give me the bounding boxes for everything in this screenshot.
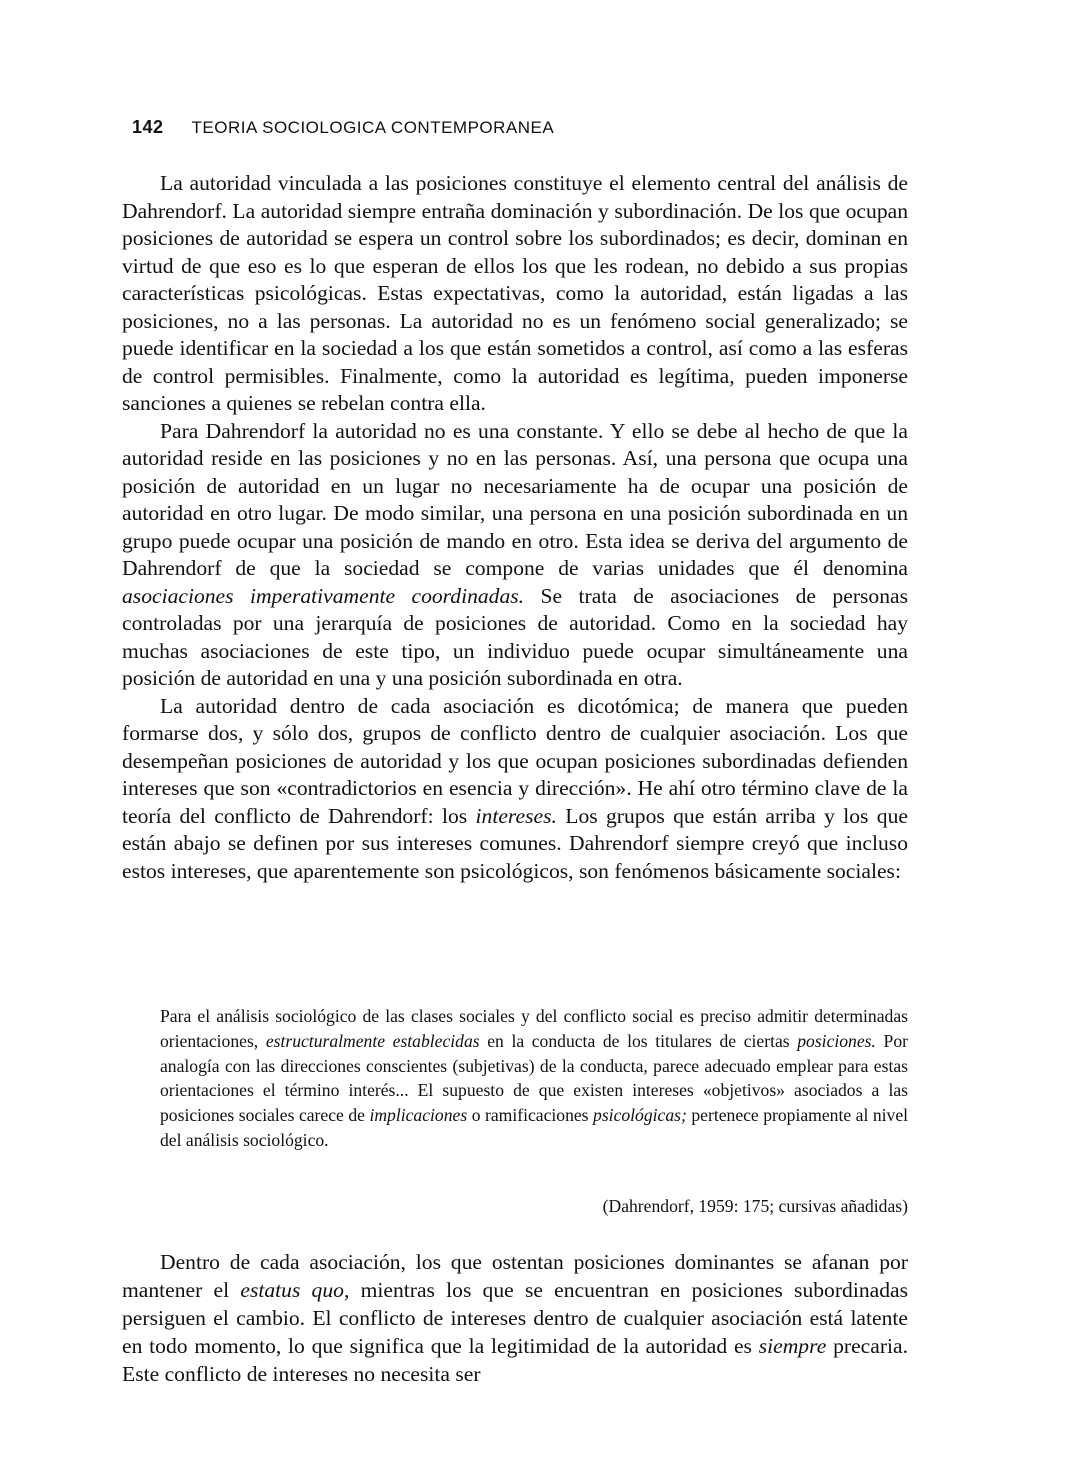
paragraph-associations xyxy=(122,418,908,693)
quote-citation: (Dahrendorf, 1959: 175; cursivas añadidas) xyxy=(602,1196,908,1216)
paragraph-status-quo xyxy=(122,1248,908,1388)
italic-term: siempre xyxy=(758,1334,827,1358)
paragraph-text: precaria. Este conflicto de intereses no necesita ser xyxy=(122,1334,908,1386)
body-text xyxy=(122,170,908,885)
paragraph-text: Para Dahrendorf la autoridad no es una constante. Y ello se debe al hecho de que la autoridad reside en las posiciones y no en las personas. Así, una persona que ocupa una posición de autoridad en un lugar no necesariamente ha de ocupar una posición de autoridad en otro lugar. De modo similar, una persona en una posición subordinada en un grupo puede ocupar una posición de mando en otro. Esta idea se deriva del argumento de Dahrendorf de que la sociedad se compone de varias unidades que él denomina xyxy=(122,418,908,580)
paragraph-text: Los grupos que están arriba y los que están abajo se definen por sus intereses comunes. Dahrendorf siempre creyó que incluso estos intereses, que aparentemente son psicológicos, son fenómenos básicamente sociales: xyxy=(122,803,908,883)
italic-term: estatus quo, xyxy=(240,1278,350,1302)
paragraph-text: Se trata de asociaciones de personas controladas por una jerarquía de posiciones de autoridad. Como en la sociedad hay muchas asociaciones de este tipo, un individuo puede ocupar simultáneamente una posición de autoridad en una y una posición subordinada en otra. xyxy=(122,583,908,690)
quote-segment: o ramificaciones xyxy=(471,1105,589,1126)
paragraph-text: La autoridad dentro de cada asociación es dicotómica; de manera que pueden formarse dos, y sólo dos, grupos de conflicto dentro de cualquier asociación. Los que desempeñan posiciones de autoridad y los que ocupan posiciones subordinadas defienden intereses que son «contradictorios en esencia y dirección». He ahí otro término clave de la teoría del conflicto de Dahrendorf: los xyxy=(122,693,908,828)
paragraph-interests xyxy=(122,693,908,886)
quote-segment: Para el análisis sociológico de las clases sociales y del conflicto social es preciso admitir determinadas orientaciones, xyxy=(160,1006,908,1051)
quote-italic: psicológicas; xyxy=(593,1105,687,1126)
quote-segment: pertenece propiamente al nivel del análisis sociológico. xyxy=(160,1105,909,1150)
running-title: TEORIA SOCIOLOGICA CONTEMPORANEA xyxy=(191,118,555,137)
quote-italic: implicaciones xyxy=(369,1105,468,1126)
quote-segment: Por analogía con las direcciones conscientes (subjetivas) de la conducta, parece adecuado emplear para estas orientaciones el término interés... El supuesto de que existen intereses «objetivos» asociados a las posiciones sociales carece de xyxy=(160,1030,908,1126)
body-text-continued xyxy=(122,1248,908,1388)
paragraph-text: Dentro de cada asociación, los que ostentan posiciones dominantes se afanan por mantener el xyxy=(122,1250,908,1302)
block-quote xyxy=(160,1004,908,1153)
quote-italic: posiciones. xyxy=(797,1030,876,1051)
quote-italic: estructuralmente establecidas xyxy=(265,1030,480,1051)
running-header xyxy=(132,117,554,138)
italic-term: intereses. xyxy=(475,803,557,828)
quote-text xyxy=(160,1004,908,1153)
paragraph-text: mientras los que se encuentran en posiciones subordinadas persiguen el cambio. El conflicto de intereses dentro de cualquier asociación está latente en todo momento, lo que significa que la legitimidad de la autoridad es xyxy=(122,1278,909,1358)
italic-term: asociaciones imperativamente coordinadas. xyxy=(122,583,525,608)
paragraph-authority: La autoridad vinculada a las posiciones constituye el elemento central del análisis de Dahrendorf. La autoridad siempre entraña dominación y subordinación. De los que ocupan posiciones de autoridad se espera un control sobre los subordinados; es decir, dominan en virtud de que eso es lo que esperan de ellos los que les rodean, no debido a sus propias características psicológicas. Estas expectativas, como la autoridad, están ligadas a las posiciones, no a las personas. La autoridad no es un fenómeno social generalizado; se puede identificar en la sociedad a los que están sometidos a control, así como a las esferas de control permisibles. Finalmente, como la autoridad es legítima, pueden imponerse sanciones a quienes se rebelan contra ella. xyxy=(122,171,908,415)
quote-segment: en la conducta de los titulares de ciertas xyxy=(487,1030,790,1051)
page-number: 142 xyxy=(132,117,164,137)
